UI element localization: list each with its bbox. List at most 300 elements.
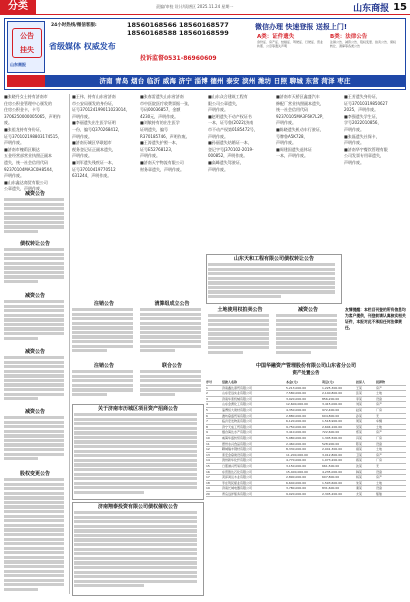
text-line-placeholder (4, 393, 64, 396)
table-cell: 2,460,000.00 (286, 441, 307, 446)
announcement-mid-9 (74, 503, 202, 595)
announcement-body (140, 370, 204, 396)
text-line-placeholder (74, 427, 197, 430)
text-line-placeholder (4, 361, 64, 364)
announcement-title: 注销公告 (93, 363, 114, 369)
text-line-placeholder (140, 308, 201, 311)
classified-line: ■张春雷遗失山东省济南 (140, 94, 184, 99)
text-line-placeholder (4, 221, 64, 224)
text-line-placeholder (276, 332, 337, 335)
table-cell: 潍坊鼎盛贸易有限公司 (222, 413, 253, 418)
text-line-placeholder (74, 431, 197, 434)
classified-column-2 (72, 94, 136, 180)
text-line-placeholder (74, 486, 197, 489)
text-line-placeholder (4, 556, 64, 559)
text-line-placeholder (4, 421, 64, 424)
column-divider (69, 94, 70, 594)
announcement-body (208, 263, 340, 298)
text-line-placeholder (4, 443, 64, 446)
table-cell: 设备 (376, 441, 383, 446)
table-cell: 2,604,100.00 (322, 424, 343, 429)
announcement-left-1 (4, 190, 66, 238)
text-line-placeholder (140, 375, 201, 378)
table-cell: 20 (206, 491, 210, 496)
table-cell: 831,600.00 (322, 486, 340, 491)
text-line-placeholder (4, 379, 64, 382)
announcement-mid-5 (276, 306, 340, 360)
table-cell: 张某 (356, 391, 363, 396)
table-cell: 沈某 (356, 463, 363, 468)
table-cell: 济南鑫达商贸有限公司 (222, 385, 253, 390)
text-line-placeholder (4, 203, 64, 206)
text-line-placeholder (4, 356, 64, 359)
table-cell: 枣庄利民煤业有限公司 (222, 480, 253, 485)
seal-top-text: 公告 (20, 31, 34, 40)
table-cell: 1,073,200.00 (322, 458, 343, 463)
classified-line: ■刘军遗失残疾证一本， (72, 159, 116, 165)
table-cell: 6,120,000.00 (286, 419, 307, 424)
table-cell: 房产 (376, 430, 383, 435)
table-header-cell: 抵押物 (376, 380, 386, 384)
classified-line: 92370104MA3C0H85X4， (4, 166, 56, 172)
table-cell: 18 (206, 480, 210, 485)
service-b-title: B类：法律公告 (330, 34, 368, 40)
table-cell: 厂房 (376, 458, 383, 463)
classified-line: 一本，证号鲁(2022)济南 (208, 120, 254, 126)
classified-line: ■陈晓遗失机动车行驶证， (276, 126, 324, 132)
text-line-placeholder (4, 439, 64, 442)
classified-line: 市不动产权第0185472号， (208, 126, 258, 132)
service-slogan: 微信办理 快速登报 送报上门! (255, 23, 348, 31)
table-cell: 土地 (376, 424, 383, 429)
text-line-placeholder (4, 365, 64, 368)
text-line-placeholder (72, 379, 133, 382)
table-cell: 6 (206, 413, 208, 418)
table-cell: 设备 (376, 486, 383, 491)
text-line-placeholder (208, 277, 335, 280)
table-cell: 房产 (376, 452, 383, 457)
text-line-placeholder (72, 345, 133, 348)
classified-line: 一本，声明作废。 (276, 153, 308, 159)
classified-column-4 (208, 94, 272, 173)
text-line-placeholder (208, 323, 269, 326)
announcement-mid-1 (208, 255, 340, 303)
announcement-mid-3 (140, 300, 204, 360)
table-cell: 聊城瑞丰钢材有限公司 (222, 447, 253, 452)
classified-line: ■王芳遗失身份证， (344, 94, 380, 99)
table-cell: 车辆 (376, 419, 383, 424)
table-cell: 1,225,300.00 (322, 385, 343, 390)
header-rule (0, 14, 410, 15)
text-line-placeholder (4, 198, 64, 201)
newspaper-brand: 山东商报 (353, 3, 390, 14)
text-line-placeholder (4, 430, 64, 433)
classified-column-3 (140, 94, 204, 173)
text-line-placeholder (208, 351, 243, 354)
table-cell: 856,200.00 (322, 396, 340, 401)
classified-line: 公司发票专用章遗失， (344, 153, 384, 159)
classified-line: ■济南市槐荫区顺达 (4, 146, 40, 152)
table-cell: 2,880,000.00 (286, 413, 307, 418)
text-line-placeholder (4, 510, 64, 513)
asset-notice-subtitle: 资产处置公告 (292, 371, 320, 376)
announcement-body (74, 511, 202, 587)
text-line-placeholder (4, 565, 64, 568)
table-cell: 604,800.00 (322, 413, 340, 418)
announcement-title: 注销公告 (93, 301, 114, 307)
text-line-placeholder (74, 459, 197, 462)
classified-line: 统一社会信用代码 (276, 107, 308, 113)
classified-line: ■李丽遗失出生医学证明 (72, 120, 116, 126)
classified-line: 声明作废。 (344, 126, 364, 132)
classified-line: 声明作废。 (208, 166, 228, 172)
table-cell: 8 (206, 424, 208, 429)
text-line-placeholder (74, 511, 197, 514)
classified-line: 声明作废。 (72, 113, 92, 119)
text-line-placeholder (140, 322, 201, 325)
text-line-placeholder (4, 225, 64, 228)
text-line-placeholder (4, 266, 64, 269)
text-line-placeholder (72, 384, 133, 387)
classified-column-1 (4, 94, 68, 193)
text-line-placeholder (4, 212, 64, 215)
text-line-placeholder (140, 326, 201, 329)
table-cell: 日照港兴贸易有限公司 (222, 463, 253, 468)
classified-column-6 (344, 94, 406, 167)
text-line-placeholder (4, 505, 64, 508)
table-cell: 5 (206, 407, 208, 412)
text-line-placeholder (72, 308, 133, 311)
classified-line: 证号37010319850627 (344, 100, 388, 106)
text-line-placeholder (74, 463, 197, 466)
text-line-placeholder (72, 393, 107, 396)
classified-line: 遗失，统一社会信用代码 (4, 159, 48, 165)
text-line-placeholder (4, 253, 64, 256)
seal-bottom-text: 挂失 (20, 45, 34, 54)
text-line-placeholder (208, 295, 281, 298)
text-line-placeholder (74, 468, 197, 471)
table-cell: 9 (206, 430, 208, 435)
classified-line: 学号2022010856， (344, 120, 382, 126)
text-line-placeholder (276, 314, 337, 317)
text-line-placeholder (72, 326, 133, 329)
text-line-placeholder (74, 520, 197, 523)
text-line-placeholder (4, 275, 64, 278)
table-cell: 19 (206, 486, 210, 491)
asset-table (206, 380, 406, 497)
city-bar: 济南 青岛 烟台 临沂 威海 济宁 淄博 德州 泰安 滨州 潍坊 日照 聊城 东营 菏泽 枣庄 (45, 75, 405, 87)
text-line-placeholder (276, 346, 337, 349)
table-cell: 3,150,000.00 (286, 463, 307, 468)
text-line-placeholder (74, 473, 197, 476)
announcement-title: 债权转让公告 (19, 241, 50, 247)
publish-slogan: 省级媒体 权威发布 (49, 42, 116, 51)
text-line-placeholder (74, 450, 197, 453)
text-line-placeholder (4, 230, 38, 233)
announcement-left-3 (4, 292, 66, 346)
table-cell: 7 (206, 419, 208, 424)
classified-line: 证明遗失，编号 (140, 126, 168, 132)
classified-line: ■王涛遗失护照一本， (140, 140, 180, 146)
table-cell: 1,593,600.00 (322, 480, 343, 485)
table-cell: 刘某 (356, 402, 363, 407)
classified-line: 号码00036857，金额 (140, 107, 181, 113)
text-line-placeholder (140, 345, 201, 348)
table-cell: 4,770,000.00 (286, 458, 307, 463)
table-cell: 临沂宏发物流有限公司 (222, 419, 253, 424)
text-line-placeholder (74, 566, 197, 569)
announcement-body (208, 314, 272, 354)
table-cell: 3 (206, 396, 208, 401)
table-header-cell: 序号 (206, 380, 213, 384)
table-cell: 朱某 (356, 480, 363, 485)
table-cell: 陈某 (356, 441, 363, 446)
text-line-placeholder (4, 388, 64, 391)
classified-line: 修配厂营业执照副本遗失， (276, 100, 324, 106)
classified-line: 631244，声明作废。 (72, 173, 112, 179)
text-line-placeholder (4, 257, 64, 260)
table-cell: 泰安金鼎建设有限公司 (222, 452, 253, 457)
table-cell: 土地 (376, 391, 383, 396)
text-line-placeholder (74, 538, 197, 541)
text-line-placeholder (4, 570, 64, 573)
classified-line: 住房公积金卡，卡号 (4, 107, 40, 113)
classified-line: 000852，声明作废。 (208, 153, 248, 159)
text-line-placeholder (74, 422, 197, 425)
table-cell: 17 (206, 475, 210, 480)
text-line-placeholder (74, 454, 197, 457)
text-line-placeholder (208, 337, 269, 340)
table-cell: 15 (206, 463, 210, 468)
table-cell: 滨州新华化纤有限公司 (222, 458, 253, 463)
table-cell: 山东金源化工有限公司 (222, 402, 253, 407)
table-header-cell: 利息(元) (322, 380, 334, 384)
text-line-placeholder (276, 341, 337, 344)
table-cell: 济南长城电器有限公司 (222, 486, 253, 491)
phone-4: 18560168599 (179, 29, 229, 37)
phone-2: 18560168577 (179, 21, 229, 29)
text-line-placeholder (74, 543, 197, 546)
text-line-placeholder (4, 271, 64, 274)
table-cell: 秦某 (356, 486, 363, 491)
text-line-placeholder (4, 323, 64, 326)
table-cell: 无 (376, 413, 380, 418)
table-cell: 6,640,000.00 (286, 480, 307, 485)
classified-line: 2025，声明作废。 (344, 107, 379, 113)
text-line-placeholder (4, 262, 64, 265)
table-cell: 冯某 (356, 435, 363, 440)
announcement-body (4, 300, 66, 340)
text-line-placeholder (4, 588, 38, 591)
table-cell: 5,980,000.00 (286, 435, 307, 440)
text-line-placeholder (276, 351, 311, 354)
table-cell: 10 (206, 435, 210, 440)
classified-line: 住房公积金管理中心颁发的 (4, 100, 52, 106)
text-line-placeholder (140, 370, 201, 373)
table-cell: 吴某 (356, 424, 363, 429)
classified-line: 92370105MA3F6K7L2P， (276, 113, 327, 119)
announcement-body (74, 413, 202, 494)
announcement-mid-8 (74, 405, 202, 499)
announcement-mid-6 (72, 362, 136, 402)
table-header-cell: 借款人名称 (222, 380, 238, 384)
text-line-placeholder (74, 440, 197, 443)
table-header-cell: 本金(元) (286, 380, 298, 384)
table-cell: 607,800.00 (322, 475, 340, 480)
table-cell: 4,350,000.00 (286, 407, 307, 412)
text-line-placeholder (276, 337, 337, 340)
text-line-placeholder (4, 248, 64, 251)
table-cell: 厂房 (376, 435, 383, 440)
text-line-placeholder (4, 416, 64, 419)
text-line-placeholder (276, 319, 337, 322)
announcement-left-5 (4, 408, 66, 468)
classified-line: 市中医院医疗收费票据一张， (140, 100, 192, 106)
classified-line: 证号370124199011023014， (72, 107, 130, 113)
text-line-placeholder (208, 314, 269, 317)
text-line-placeholder (74, 525, 197, 528)
table-cell: 山东宏远实业有限公司 (222, 391, 253, 396)
classified-line: ■济南历城区华联超市 (72, 140, 112, 146)
announcement-title: 减资公告 (24, 409, 45, 415)
table-cell: 设备 (376, 396, 383, 401)
text-line-placeholder (4, 453, 64, 456)
text-line-placeholder (72, 313, 133, 316)
text-line-placeholder (74, 580, 197, 583)
text-line-placeholder (72, 370, 133, 373)
text-line-placeholder (140, 335, 201, 338)
announcement-left-6 (4, 470, 66, 596)
table-cell: 船舶 (376, 491, 383, 496)
table-cell: 王某 (356, 385, 363, 390)
banner-left-name: 山东商报 (10, 62, 26, 67)
classified-banner (4, 18, 406, 90)
table-cell: 威海华盛纺织有限公司 (222, 435, 253, 440)
text-line-placeholder (4, 337, 38, 340)
classified-line: 声明作废。 (72, 153, 92, 159)
text-line-placeholder (74, 552, 197, 555)
text-line-placeholder (208, 328, 269, 331)
table-cell: 1,518,900.00 (322, 419, 343, 424)
table-cell: 3,012,800.00 (322, 452, 343, 457)
text-line-placeholder (4, 318, 64, 321)
text-line-placeholder (74, 529, 197, 532)
table-cell: 2,345,200.00 (322, 491, 343, 496)
table-cell: 褚某 (356, 447, 363, 452)
table-cell: 528,900.00 (322, 441, 340, 446)
text-line-placeholder (4, 207, 64, 210)
text-line-placeholder (72, 322, 133, 325)
text-line-placeholder (74, 557, 197, 560)
text-line-placeholder (4, 448, 64, 451)
classified-line: ■王伟，持有山东省济南 (72, 94, 116, 99)
announcement-body (4, 198, 66, 233)
text-line-placeholder (74, 534, 197, 537)
classified-line: 一份，编号Q370268412， (72, 126, 123, 132)
text-line-placeholder (72, 340, 133, 343)
table-header-cell: 担保人 (356, 380, 366, 384)
classified-line: 市公安局颁发的身份证， (72, 100, 116, 106)
page-number: 15 (393, 1, 407, 13)
text-line-placeholder (4, 519, 64, 522)
table-cell: 郑某 (356, 430, 363, 435)
table-cell: 14 (206, 458, 210, 463)
classified-line: 声明作废。 (4, 173, 24, 179)
announcement-mid-2 (72, 300, 136, 360)
announcement-body (276, 314, 340, 354)
table-cell: 1,345,500.00 (322, 435, 343, 440)
table-cell: 东营胜达石化有限公司 (222, 469, 253, 474)
classified-column-5 (276, 94, 340, 160)
table-cell: 杨某 (356, 475, 363, 480)
text-line-placeholder (74, 445, 197, 448)
text-line-placeholder (208, 281, 335, 284)
announcement-title: 清算组成立公告 (154, 301, 190, 307)
table-cell: 淄博恒大建材有限公司 (222, 407, 253, 412)
announcement-body (4, 416, 66, 460)
table-cell: 设备 (376, 469, 383, 474)
announcement-body (4, 478, 66, 591)
seal-stamp (12, 28, 42, 58)
text-line-placeholder (74, 584, 144, 587)
text-line-placeholder (4, 492, 64, 495)
table-cell: 2,041,300.00 (322, 447, 343, 452)
classified-line: ■山东鑫达商贸有限公司 (4, 179, 48, 185)
text-line-placeholder (140, 393, 175, 396)
text-line-placeholder (276, 328, 337, 331)
classified-line: ■李强遗失学生证， (344, 113, 380, 119)
page-header (0, 0, 410, 14)
classified-line: 税务登记证正副本遗失， (72, 146, 116, 152)
text-line-placeholder (140, 388, 201, 391)
text-line-placeholder (4, 425, 64, 428)
table-cell: 1 (206, 385, 208, 390)
table-cell: 韩某 (356, 469, 363, 474)
table-cell: 4,235,000.00 (322, 469, 343, 474)
classified-line: 声明作废。 (344, 140, 364, 146)
text-line-placeholder (74, 491, 144, 494)
text-line-placeholder (4, 300, 64, 303)
text-line-placeholder (208, 332, 269, 335)
text-line-placeholder (4, 216, 64, 219)
table-cell: 2,140,800.00 (322, 391, 343, 396)
text-line-placeholder (74, 477, 197, 480)
text-line-placeholder (208, 346, 269, 349)
text-line-placeholder (72, 375, 133, 378)
text-line-placeholder (4, 528, 64, 531)
table-cell: 13 (206, 452, 210, 457)
table-cell: 卫某 (356, 452, 363, 457)
announcement-body (140, 308, 204, 352)
classified-line: ■赵明遗失不动产权证书 (208, 113, 252, 119)
text-line-placeholder (4, 542, 64, 545)
text-line-placeholder (4, 551, 64, 554)
table-cell: 烟台海达水产有限公司 (222, 430, 253, 435)
section-label: 分类 (0, 0, 36, 14)
table-cell: 房产 (376, 385, 383, 390)
text-line-placeholder (208, 290, 335, 293)
classified-line: 4230元，声明作废。 (140, 113, 179, 119)
phone-3: 18560168588 (127, 29, 177, 37)
table-cell: 2,890,000.00 (286, 475, 307, 480)
text-line-placeholder (140, 340, 201, 343)
announcement-body (72, 370, 136, 396)
table-cell: 济宁天成工贸有限公司 (222, 424, 253, 429)
table-cell: 11,200,000.00 (286, 452, 308, 457)
announcement-body (72, 308, 136, 352)
classified-line: 声明作废。 (72, 133, 92, 139)
text-line-placeholder (4, 496, 64, 499)
